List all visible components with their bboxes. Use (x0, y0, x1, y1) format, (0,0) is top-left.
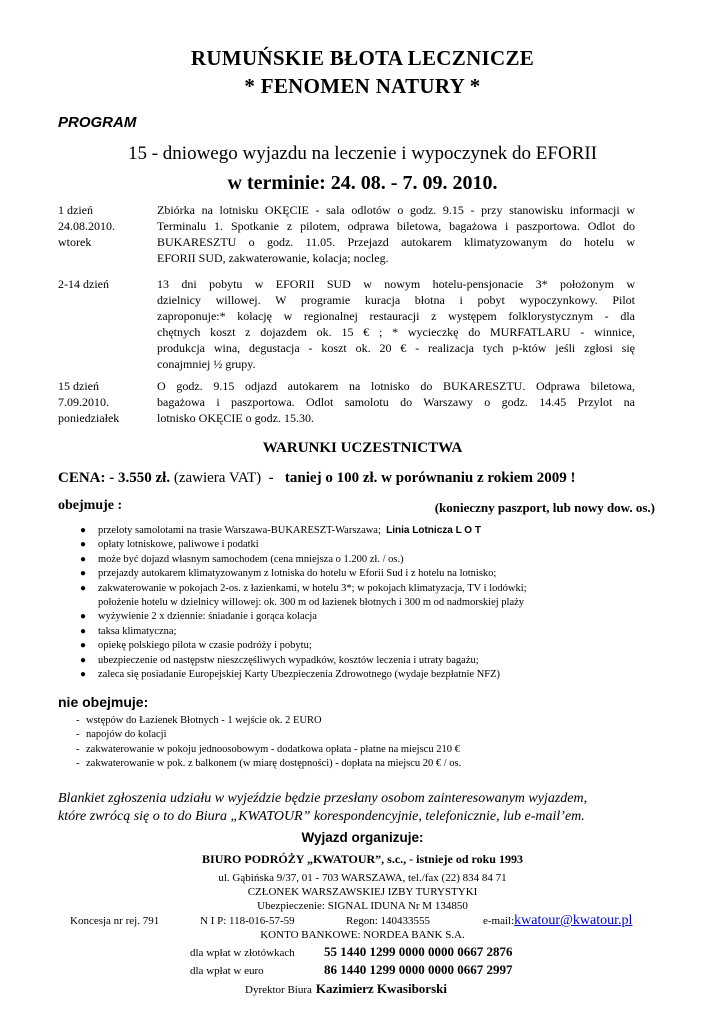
list-item: ● zakwaterowanie w pokojach 2-os. z łazienkami, w hotelu 3*; w pokojach klimatyzacja, TV i lodówki; położenie hotelu w dzielnicy willowej: ok. 300 m od łazienek błotnych i 300 m od nadmorskiej plaży (80, 582, 527, 609)
list-item: ● taksa klimatyczna; (80, 625, 177, 637)
regon-number: Regon: 140433555 (346, 915, 431, 927)
conditions-heading: WARUNKI UCZESTNICTWA (262, 440, 463, 456)
license-number: Koncesja nr rej. 791 (70, 915, 160, 927)
list-item: ● może być dojazd własnym samochodem (cena mniejsza o 1.200 zł. / os.) (80, 553, 404, 565)
list-item: ● przeloty samolotami na trasie Warszawa-BUKARESZT-Warszawa; Linia Lotnicza L O T (80, 525, 481, 536)
day-1-label: 1 dzień 24.08.2010. wtorek (58, 203, 115, 249)
list-item: ● opłaty lotniskowe, paliwowe i podatki (80, 539, 259, 551)
eur-account-label: dla wpłat w euro (190, 965, 264, 977)
membership: CZŁONEK WARSZAWSKIEJ IZBY TURYSTYKI (247, 886, 478, 898)
list-item: ● opiekę polskiego pilota w czasie podróży i pobytu; (80, 640, 312, 652)
organizer-heading: Wyjazd organizuje: (301, 830, 424, 845)
price-value: CENA: - 3.550 zł. (58, 470, 171, 486)
pln-account-number: 55 1440 1299 0000 0000 0667 2876 (324, 944, 513, 959)
trip-dates: w terminie: 24. 08. - 7. 09. 2010. (227, 172, 498, 194)
program-label: PROGRAM (58, 114, 137, 131)
discount-note: taniej o 100 zł. w porównaniu z rokiem 2009 ! (284, 470, 576, 486)
agency-name: BIURO PODRÓŻY „KWATOUR”, s.c., - istnieje od roku 1993 (202, 852, 523, 866)
email-link[interactable]: kwatour@kwatour.pl (514, 913, 633, 928)
list-item: - wstępów do Łazienek Błotnych - 1 wejście ok. 2 EURO (76, 715, 322, 726)
list-item: - napojów do kolacji (76, 729, 167, 741)
passport-note: (konieczny paszport, lub nowy dow. os.) (434, 500, 655, 515)
day-2-14-text: 13 dni pobytu w EFORII SUD w nowym hotelu-pensjonacie 3* położonym w dzielnicy willowej. W programie kuracja błotna i pobyt wypoczynkowy. Pilot zaproponuje:* kolację w regionalnej restauracji z występem folklorystycznym - dla chętnych koszt z dojazdem ok. 15 € ; * wycieczkę do MURFATLARU - winnice, produkcja wina, degustacja - koszt ok. 20 € - realizacja tych p-któw jeśli zgłosi się conajmniej ½ grupy. (157, 277, 635, 371)
document-title: RUMUŃSKIE BŁOTA LECZNICZE (190, 46, 535, 70)
day-15-label: 15 dzień 7.09.2010. poniedziałek (58, 379, 120, 425)
day-15-text: O godz. 9.15 odjazd autokarem na lotnisko do BUKARESZTU. Odprawa biletowa, bagażowa i paszportowa. Odlot samolotu do Warszawy o godz. 14.45 Przylot na lotnisko OKĘCIE o godz. 15.30. (157, 379, 635, 425)
director-line: Dyrektor Biura Kazimierz Kwasiborski (245, 981, 447, 996)
email-block: e-mail:kwatour@kwatour.pl (483, 913, 633, 928)
excludes-heading: nie obejmuje: (58, 694, 149, 710)
includes-list (58, 524, 658, 682)
list-item: ● zaleca się posiadanie Europejskiej Karty Ubezpieczenia Zdrowotnego (wydaje bezpłatnie NFZ) (80, 669, 501, 681)
insurance: Ubezpieczenie: SIGNAL IDUNA Nr M 134850 (257, 900, 468, 912)
bank-name: KONTO BANKOWE: NORDEA BANK S.A. (260, 929, 465, 941)
application-note: Blankiet zgłoszenia udziału w wyjeździe będzie przesłany osobom zainteresowanym wyjazdem, które zwrócą się o to do Biura „KWATOUR” korespondencyjnie, telefonicznie, lub e-mail’em. (58, 791, 588, 824)
document-subtitle: * FENOMEN NATURY * (244, 74, 481, 98)
pln-account-label: dla wpłat w złotówkach (190, 947, 295, 959)
day-1-text: Zbiórka na lotnisku OKĘCIE - sala odlotów o godz. 9.15 - przy stanowisku informacji w Terminalu 1. Spotkanie z pilotem, odprawa biletowa, bagażowa i paszportowa. Odlot do BUKARESZTU o godz. 11.05. Przejazd autokarem klimatyzowanym do hotelu w EFORII SUD, zakwaterowanie, kolacja; nocleg. (157, 203, 635, 265)
eur-account-number: 86 1440 1299 0000 0000 0667 2997 (324, 962, 513, 977)
list-item: - zakwaterowanie w pok. z balkonem (w miarę dostępności) - dopłata na miejscu 20 € / os. (76, 758, 462, 770)
agency-address: ul. Gąbińska 9/37, 01 - 703 WARSZAWA, tel./fax (22) 834 84 71 (218, 872, 507, 884)
includes-heading: obejmuje : (58, 498, 123, 513)
list-item: ● przejazdy autokarem klimatyzowanym z lotniska do hotelu w Eforii Sud i z hotelu na lotnisko; (80, 568, 497, 580)
vat-note: (zawiera VAT) (173, 470, 262, 486)
list-item: - zakwaterowanie w pokoju jednoosobowym - dodatkowa opłata - płatne na miejscu 210 € (76, 743, 460, 755)
list-item: ● ubezpieczenie od następstw nieszczęśliwych wypadków, kosztów leczenia i utraty bagażu; (80, 654, 479, 666)
director-name: Kazimierz Kwasiborski (315, 981, 447, 996)
nip-number: N I P: 118-016-57-59 (200, 915, 295, 927)
day-2-14-label: 2-14 dzień (58, 277, 109, 291)
trip-description: 15 - dniowego wyjazdu na leczenie i wypoczynek do EFORII (127, 143, 598, 164)
price-line: CENA: - 3.550 zł. (zawiera VAT) - taniej o 100 zł. w porównaniu z rokiem 2009 ! (58, 470, 576, 486)
excludes-list (58, 714, 658, 772)
list-item: ● wyżywienie 2 x dziennie: śniadanie i gorąca kolacja (80, 611, 317, 623)
